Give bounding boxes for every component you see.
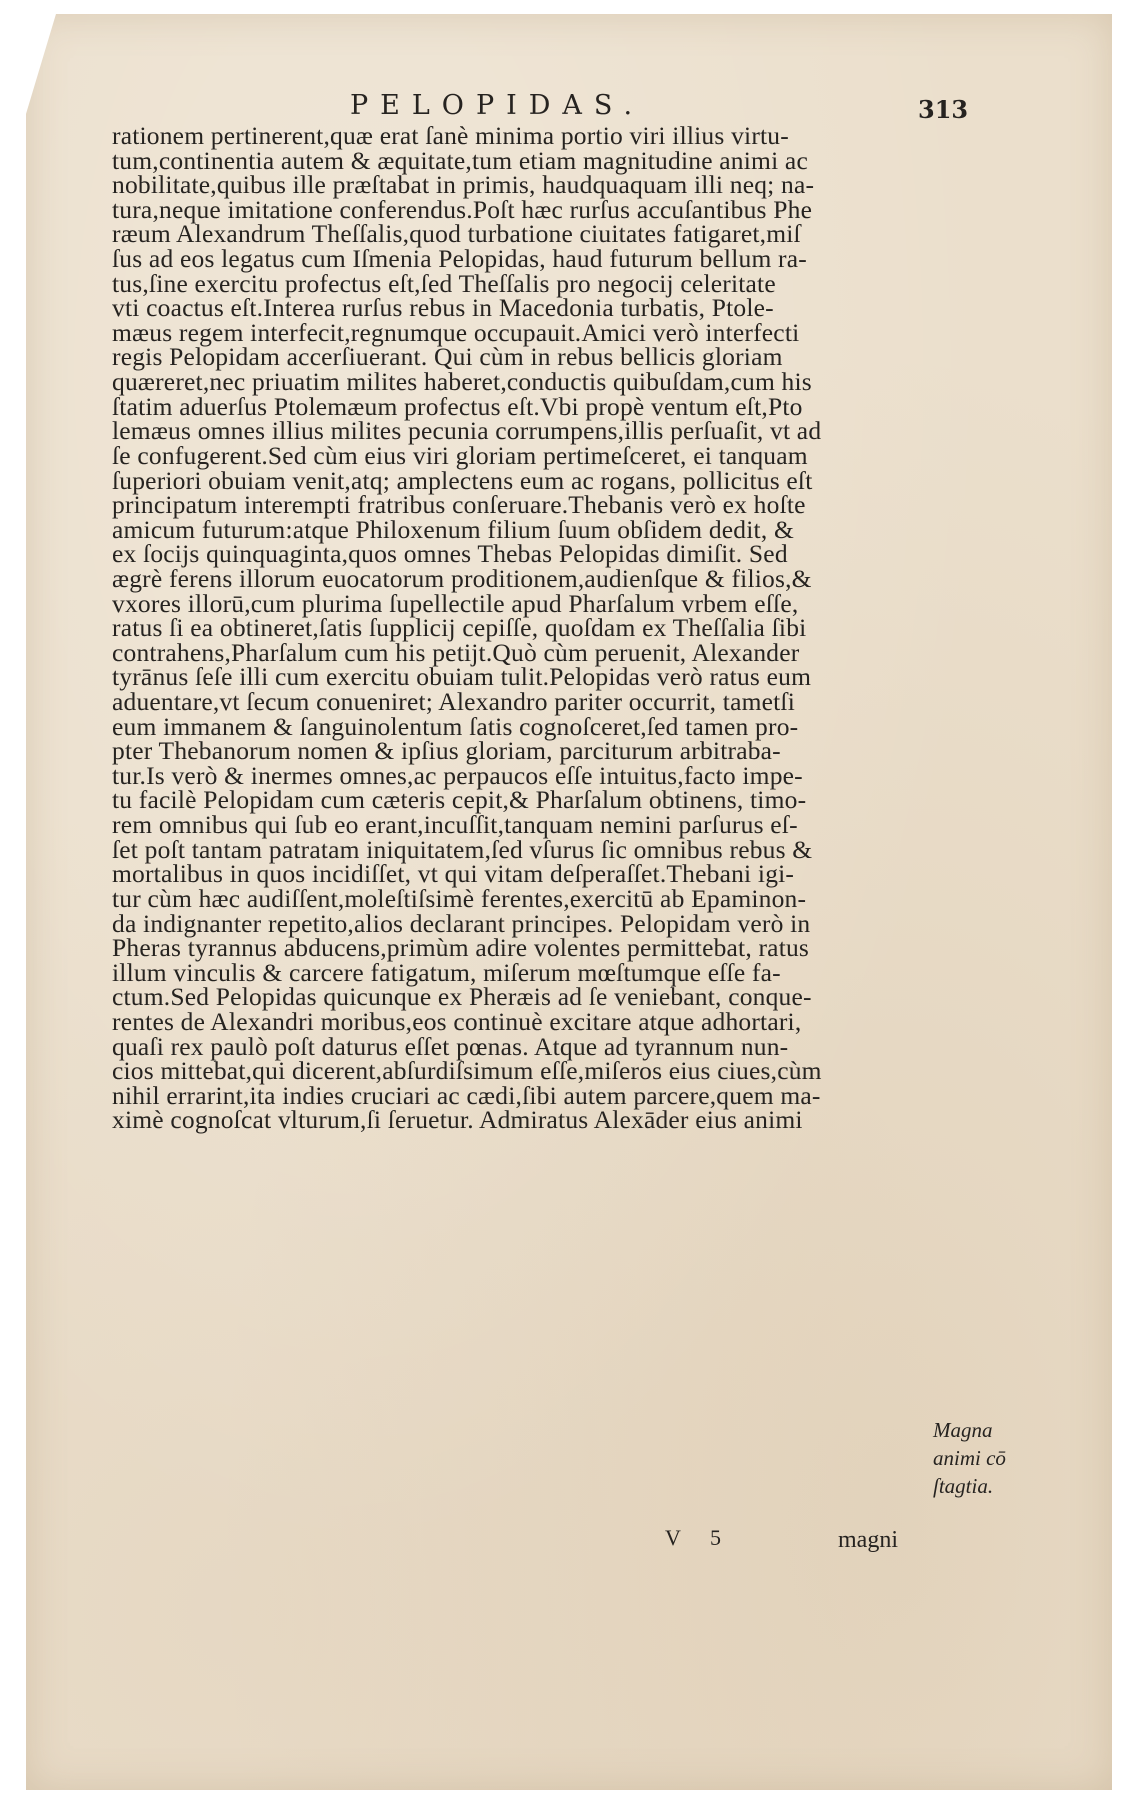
text-line: tur.Is verò & inermes omnes,ac perpaucos eſſe intuitus,facto impe- bbox=[112, 760, 803, 790]
text-line: Pheras tyrannus abducens,primùm adire volentes permittebat, ratus bbox=[112, 933, 810, 963]
text-line: aduentare,vt ſecum conueniret; Alexandro pariter occurrit, tametſi bbox=[112, 687, 795, 717]
body-text bbox=[112, 121, 924, 1135]
margin-note bbox=[933, 1416, 1025, 1500]
margin-note-line: ſtagtia. bbox=[933, 1474, 994, 1498]
text-line: mortalibus in quos incidiſſet, vt qui vitam deſperaſſet.Thebani igi- bbox=[112, 859, 795, 889]
text-line: illum vinculis & carcere fatigatum, miſerum mœſtumque eſſe fa- bbox=[112, 957, 781, 987]
text-line: eum immanem & ſanguinolentum ſatis cognoſceret,ſed tamen pro- bbox=[112, 711, 799, 741]
text-line: contrahens,Pharſalum cum his petijt.Quò cùm peruenit, Alexander bbox=[112, 637, 800, 667]
text-line: tu facilè Pelopidam cum cæteris cepit,& Pharſalum obtinens, timo- bbox=[112, 785, 807, 815]
text-line: ſus ad eos legatus cum Iſmenia Pelopidas, haud futurum bellum ra- bbox=[112, 244, 807, 274]
text-line: ximè cognoſcat vlturum,ſi ſeruetur. Admiratus Alexāder eius animi bbox=[112, 1105, 803, 1135]
text-line: ratus ſi ea obtineret,ſatis ſupplicij cepiſſe, quoſdam ex Theſſalia ſibi bbox=[112, 613, 807, 643]
text-line: rentes de Alexandri moribus,eos continuè excitare atque adhortari, bbox=[112, 1006, 802, 1036]
catchword: magni bbox=[838, 1527, 898, 1553]
text-line: regis Pelopidam accerſiuerant. Qui cùm in rebus bellicis gloriam bbox=[112, 342, 783, 372]
text-line: quaſi rex paulò poſt daturus eſſet pœnas. Atque ad tyrannum nun- bbox=[112, 1031, 789, 1061]
text-line: ctum.Sed Pelopidas quicunque ex Pheræis ad ſe veniebant, conque- bbox=[112, 982, 812, 1012]
text-line: quæreret,nec priuatim milites haberet,conductis quibuſdam,cum his bbox=[112, 367, 812, 397]
text-line: pter Thebanorum nomen & ipſius gloriam, parciturum arbitraba- bbox=[112, 736, 781, 766]
margin-note-line: Magna bbox=[933, 1418, 993, 1442]
text-line: principatum interempti fratribus conſeruare.Thebanis verò ex hoſte bbox=[112, 490, 806, 520]
text-line: ſuperiori obuiam venit,atq; amplectens eum ac rogans, pollicitus eſt bbox=[112, 465, 813, 495]
text-line: vti coactus eſt.Interea rurſus rebus in Macedonia turbatis, Ptole- bbox=[112, 293, 774, 323]
text-line: ſe confugerent.Sed cùm eius viri gloriam pertimeſceret, ei tanquam bbox=[112, 440, 808, 470]
text-line: nihil errarint,ita indies cruciari ac cædi,ſibi autem parcere,quem ma- bbox=[112, 1080, 821, 1110]
text-line: lemæus omnes illius milites pecunia corrumpens,illis perſuaſit, vt ad bbox=[112, 416, 822, 446]
signature-mark: V 5 bbox=[665, 1525, 733, 1550]
page-header bbox=[0, 86, 1129, 126]
margin-note-line: animi cō bbox=[933, 1446, 1006, 1470]
text-line: tum,continentia autem & æquitate,tum etiam magnitudine animi ac bbox=[112, 145, 808, 175]
text-line: mæus regem interfecit,regnumque occupauit.Amici verò interfecti bbox=[112, 317, 800, 347]
text-line: vxores illorū,cum plurima ſupellectile apud Pharſalum vrbem eſſe, bbox=[112, 588, 799, 618]
text-line: ſtatim aduerſus Ptolemæum profectus eſt.Vbi propè ventum eſt,Pto bbox=[112, 391, 803, 421]
text-line: tur cùm hæc audiſſent,moleſtiſsimè ferentes,exercitū ab Epaminon- bbox=[112, 883, 807, 913]
page-number: 313 bbox=[918, 95, 969, 124]
text-line: cios mittebat,qui dicerent,abſurdiſsimum eſſe,miſeros eius ciues,cùm bbox=[112, 1056, 822, 1086]
text-line: tyrānus ſeſe illi cum exercitu obuiam tulit.Pelopidas verò ratus eum bbox=[112, 662, 812, 692]
text-line: tura,neque imitatione conferendus.Poſt hæc rurſus accuſantibus Phe bbox=[112, 194, 813, 224]
text-line: ræum Alexandrum Theſſalis,quod turbatione ciuitates fatigaret,miſ bbox=[112, 219, 801, 249]
text-line: rem omnibus qui ſub eo erant,incuſſit,tanquam nemini parſurus eſ- bbox=[112, 810, 798, 840]
text-line: ægrè ferens illorum euocatorum proditionem,audienſque & filios,& bbox=[112, 563, 812, 593]
text-line: nobilitate,quibus ille præſtabat in primis, haudquaquam illi neq; na- bbox=[112, 170, 815, 200]
text-line: ex ſocijs quinquaginta,quos omnes Thebas Pelopidas dimiſit. Sed bbox=[112, 539, 788, 569]
text-line: tus,ſine exercitu profectus eſt,ſed Theſſalis pro negocij celeritate bbox=[112, 268, 776, 298]
text-line: rationem pertinerent,quæ erat ſanè minima portio viri illius virtu- bbox=[112, 121, 789, 150]
text-line: da indignanter repetito,alios declarant principes. Pelopidam verò in bbox=[112, 908, 811, 938]
page-footer bbox=[0, 1522, 1129, 1554]
text-line: amicum futurum:atque Philoxenum filium ſuum obſidem dedit, & bbox=[112, 514, 794, 544]
text-line: ſet poſt tantam patratam iniquitatem,ſed vſurus ſic omnibus rebus & bbox=[112, 834, 813, 864]
running-head: PELOPIDAS. bbox=[350, 90, 645, 121]
